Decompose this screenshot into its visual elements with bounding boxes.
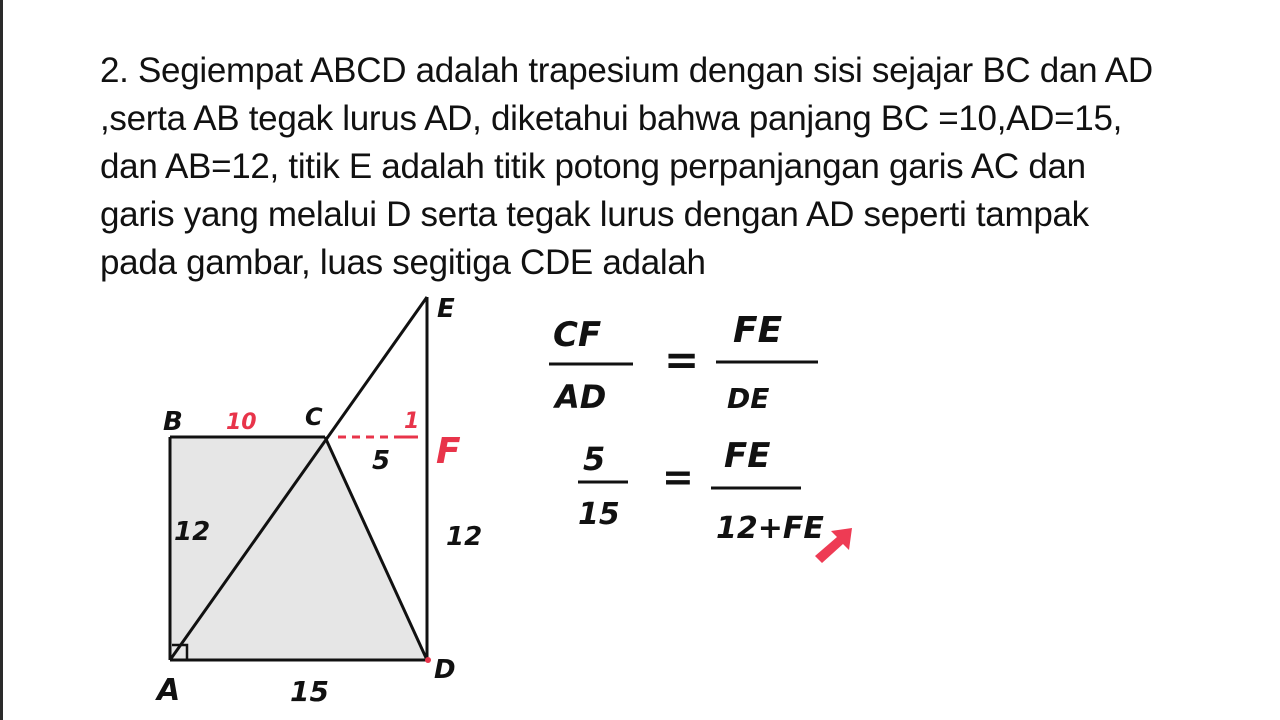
label-f: F [436, 431, 461, 472]
work2-left-numerator: 5 [583, 440, 606, 478]
length-cf-mark: 1 [404, 409, 420, 434]
problem-line: dan AB=12, titik E adalah titik potong perpanjangan garis AC dan [100, 147, 1086, 186]
length-df: 12 [446, 522, 483, 552]
label-d: D [434, 655, 456, 685]
work1-equals: = [664, 335, 700, 384]
length-cf: 5 [372, 446, 391, 476]
work2-equals: = [662, 455, 694, 499]
problem-line: pada gambar, luas segitiga CDE adalah [100, 243, 706, 282]
work2-right-numerator: FE [724, 436, 771, 476]
length-ab: 12 [174, 517, 211, 547]
work2-right-denominator: 12+FE [716, 511, 824, 546]
problem-line: ,serta AB tegak lurus AD, diketahui bahwa panjang BC =10,AD=15, [100, 99, 1123, 138]
work1-left-denominator: AD [555, 378, 607, 416]
label-e: E [437, 294, 455, 324]
work1-left-numerator: CF [553, 315, 602, 355]
length-ad: 15 [290, 675, 329, 708]
point-d-mark [425, 657, 431, 663]
label-c: C [305, 403, 323, 431]
length-bc: 10 [226, 410, 257, 435]
label-a: A [157, 673, 181, 708]
problem-line: garis yang melalui D serta tegak lurus dengan AD seperti tampak [100, 195, 1089, 234]
label-b: B [163, 407, 183, 437]
work1-right-denominator: DE [727, 382, 770, 415]
work2-left-denominator: 15 [578, 497, 620, 532]
work1-right-numerator: FE [733, 310, 783, 351]
problem-line: 2. Segiempat ABCD adalah trapesium dengan sisi sejajar BC dan AD [100, 51, 1153, 90]
